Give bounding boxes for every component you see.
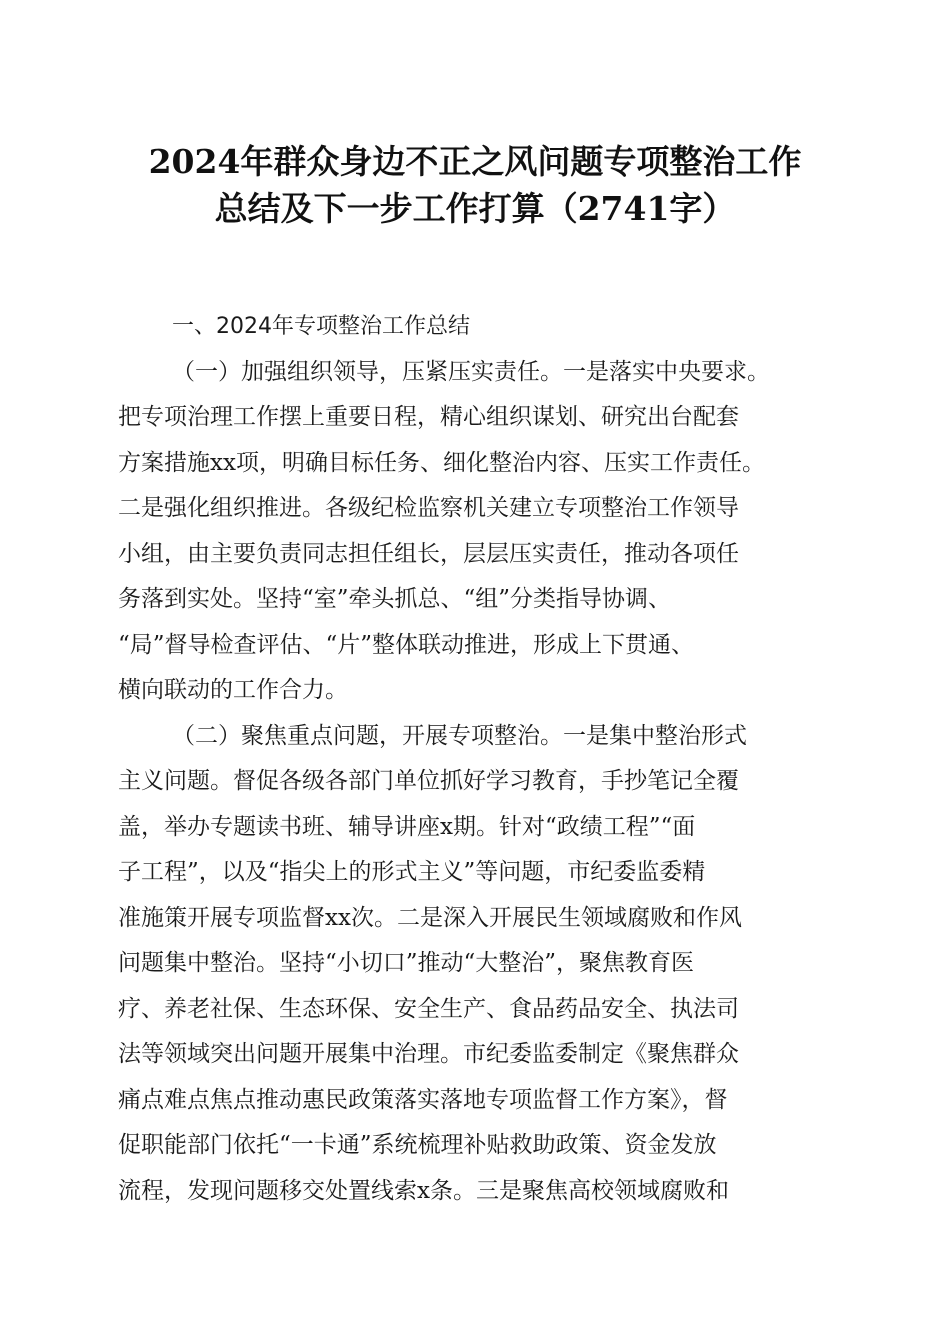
title-line: 2024年群众身边不正之风问题专项整治工作 [148, 142, 802, 181]
paragraph-line: 子工程”，以及“指尖上的形式主义”等问题，市纪委监委精 [118, 859, 706, 885]
paragraph-line: 二是强化组织推进。各级纪检监察机关建立专项整治工作领导 [118, 495, 739, 521]
paragraph-line: 法等领域突出问题开展集中治理。市纪委监委制定《聚焦群众 [118, 1041, 739, 1067]
paragraph-2 [118, 714, 838, 1215]
paragraph-line: 小组，由主要负责同志担任组长，层层压实责任，推动各项任 [118, 540, 739, 567]
paragraph-1 [118, 350, 838, 714]
paragraph-line: （二）聚焦重点问题，开展专项整治。一是集中整治形式 [172, 722, 747, 749]
document-title [100, 138, 850, 232]
paragraph-line: 方案措施xx项，明确目标任务、细化整治内容、压实工作责任。 [118, 449, 765, 476]
paragraph-line: 主义问题。督促各级各部门单位抓好学习教育，手抄笔记全覆 [118, 768, 739, 794]
paragraph-line: 痛点难点焦点推动惠民政策落实落地专项监督工作方案》，督 [118, 1086, 728, 1113]
paragraph-line: 促职能部门依托“一卡通”系统梳理补贴救助政策、资金发放 [118, 1132, 717, 1158]
paragraph-line: 盖，举办专题读书班、辅导讲座x期。针对“政绩工程”“面 [118, 813, 696, 840]
paragraph-line: “局”督导检查评估、“片”整体联动推进，形成上下贯通、 [118, 631, 695, 658]
paragraph-line: 流程，发现问题移交处置线索x条。三是聚焦高校领域腐败和 [118, 1177, 729, 1204]
paragraph-line: 问题集中整治。坚持“小切口”推动“大整治”，聚焦教育医 [118, 950, 695, 976]
title-line: 总结及下一步工作打算（2741字） [214, 189, 736, 228]
document-body [118, 304, 838, 1214]
paragraph-line: （一）加强组织领导，压紧压实责任。一是落实中央要求。 [172, 358, 770, 385]
paragraph-line: 把专项治理工作摆上重要日程，精心组织谋划、研究出台配套 [118, 404, 739, 430]
paragraph-line: 准施策开展专项监督xx次。二是深入开展民生领域腐败和作风 [118, 904, 742, 931]
section-heading: 一、2024年专项整治工作总结 [172, 314, 470, 339]
paragraph-line: 务落到实处。坚持“室”牵头抓总、“组”分类指导协调、 [118, 586, 672, 612]
paragraph-line: 横向联动的工作合力。 [118, 677, 348, 703]
paragraph-line: 疗、养老社保、生态环保、安全生产、食品药品安全、执法司 [118, 995, 739, 1022]
